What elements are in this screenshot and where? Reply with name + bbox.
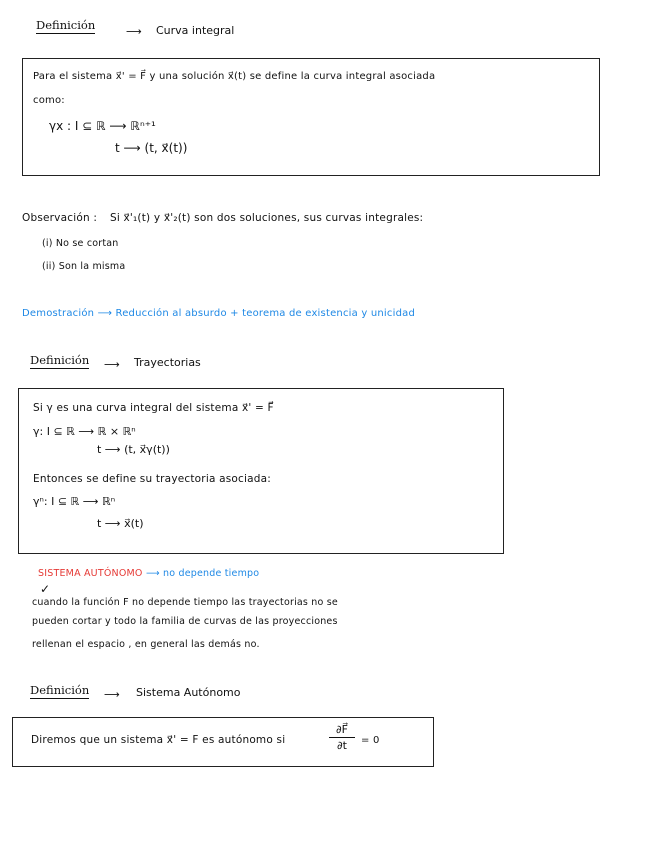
section3-heading: Definición — [30, 683, 90, 697]
section2-topic: Trayectorias — [134, 356, 201, 369]
curva-map1: γx : I ⊆ ℝ ⟶ ℝⁿ⁺¹ — [49, 119, 156, 133]
section2-heading: Definición — [30, 353, 90, 367]
section1-heading: Definición — [36, 18, 96, 32]
observation-item2: (ii) Son la misma — [42, 261, 126, 272]
section3-topic: Sistema Autónomo — [136, 686, 241, 699]
definition-box-sistema-autonomo — [12, 717, 434, 767]
definition-box-curva-integral — [22, 58, 600, 176]
autonomo-p2: pueden cortar y todo la familia de curvas de las proyecciones — [32, 616, 338, 627]
tray-line2: Entonces se define su trayectoria asociada: — [33, 473, 272, 485]
fraction-line — [329, 737, 355, 738]
tray-map3: γⁿ: I ⊆ ℝ ⟶ ℝⁿ — [33, 495, 116, 508]
demonstration-note: Demostración ⟶ Reducción al absurdo + teorema de existencia y unicidad — [22, 308, 415, 319]
tray-map4: t ⟶ x⃗(t) — [97, 517, 144, 530]
section2-arrow: ⟶ — [104, 358, 120, 371]
autonomo-def-tail: = 0 — [361, 735, 380, 746]
section1-topic: Curva integral — [156, 24, 235, 37]
fraction-numerator: ∂F⃗ — [335, 723, 348, 736]
definition-box-trayectorias — [18, 388, 504, 554]
tray-map1: γ: I ⊆ ℝ ⟶ ℝ × ℝⁿ — [33, 425, 136, 438]
observation-label: Observación : — [22, 212, 98, 224]
tray-line1: Si γ es una curva integral del sistema x⃗' = F⃗ — [33, 402, 274, 414]
autonomo-p3: rellenan el espacio , en general las demás no. — [32, 639, 260, 650]
fraction-denominator: ∂t — [336, 739, 347, 752]
section1-arrow: ⟶ — [126, 25, 142, 38]
curva-map2: t ⟶ (t, x⃗(t)) — [115, 141, 188, 155]
observation-item1: (i) No se cortan — [42, 238, 119, 249]
tray-map2: t ⟶ (t, x⃗γ(t)) — [97, 443, 170, 456]
curva-line1: Para el sistema x⃗' = F⃗ y una solución x⃗(t) se define la curva integral asociada — [33, 71, 436, 82]
autonomo-note: ⟶ no depende tiempo — [146, 568, 260, 579]
curva-line2: como: — [33, 95, 65, 106]
autonomo-def-text: Diremos que un sistema x⃗' = F es autónomo si — [31, 734, 286, 746]
autonomo-p1: cuando la función F no depende tiempo las trayectorias no se — [32, 597, 338, 608]
autonomo-label: SISTEMA AUTÓNOMO — [38, 568, 143, 579]
partial-derivative-fraction — [329, 723, 355, 752]
section3-arrow: ⟶ — [104, 688, 120, 701]
check-mark-icon: ✓ — [40, 582, 51, 596]
observation-text: Si x⃗'₁(t) y x⃗'₂(t) son dos soluciones, sus curvas integrales: — [110, 212, 424, 224]
